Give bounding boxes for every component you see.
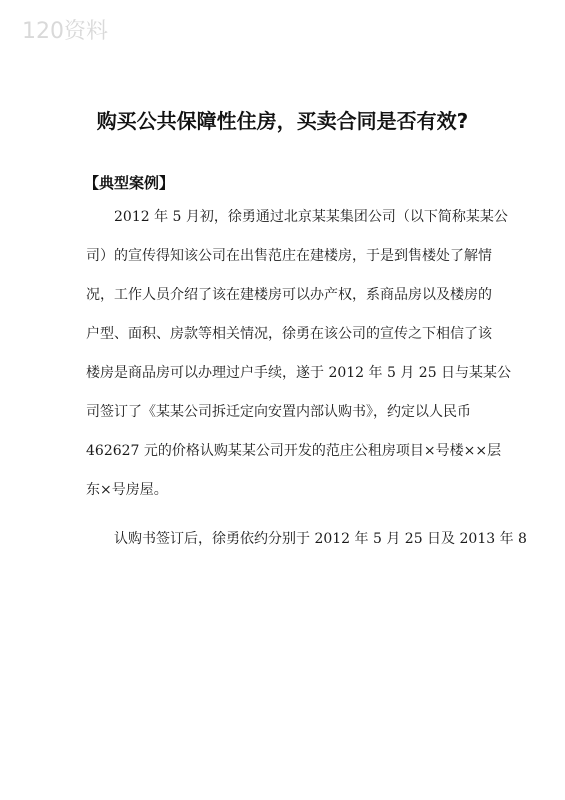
paragraph-2 <box>86 520 527 559</box>
paragraph-1 <box>86 198 512 510</box>
text-line: 462627 元的价格认购某某公司开发的范庄公租房项目×号楼××层 <box>86 443 502 459</box>
text-line: 楼房是商品房可以办理过户手续，遂于 2012 年 5 月 25 日与某某公 <box>86 365 512 381</box>
text-line: 认购书签订后，徐勇依约分别于 2012 年 5 月 25 日及 2013 年 8 <box>114 531 527 547</box>
text-line: 司）的宣传得知该公司在出售范庄在建楼房，于是到售楼处了解情 <box>86 248 492 264</box>
text-line: 东×号房屋。 <box>86 482 168 498</box>
text-line: 户型、面积、房款等相关情况，徐勇在该公司的宣传之下相信了该 <box>86 326 492 342</box>
watermark-logo: 120资料 <box>22 19 108 44</box>
case-body <box>86 198 527 559</box>
text-line: 2012 年 5 月初，徐勇通过北京某某集团公司（以下简称某某公 <box>114 209 508 225</box>
document-title: 购买公共保障性住房，买卖合同是否有效? <box>96 109 469 133</box>
text-line: 司签订了《某某公司拆迁定向安置内部认购书》，约定以人民币 <box>86 404 471 420</box>
section-heading: 【典型案例】 <box>84 174 175 192</box>
text-line: 况，工作人员介绍了该在建楼房可以办产权，系商品房以及楼房的 <box>86 287 492 303</box>
